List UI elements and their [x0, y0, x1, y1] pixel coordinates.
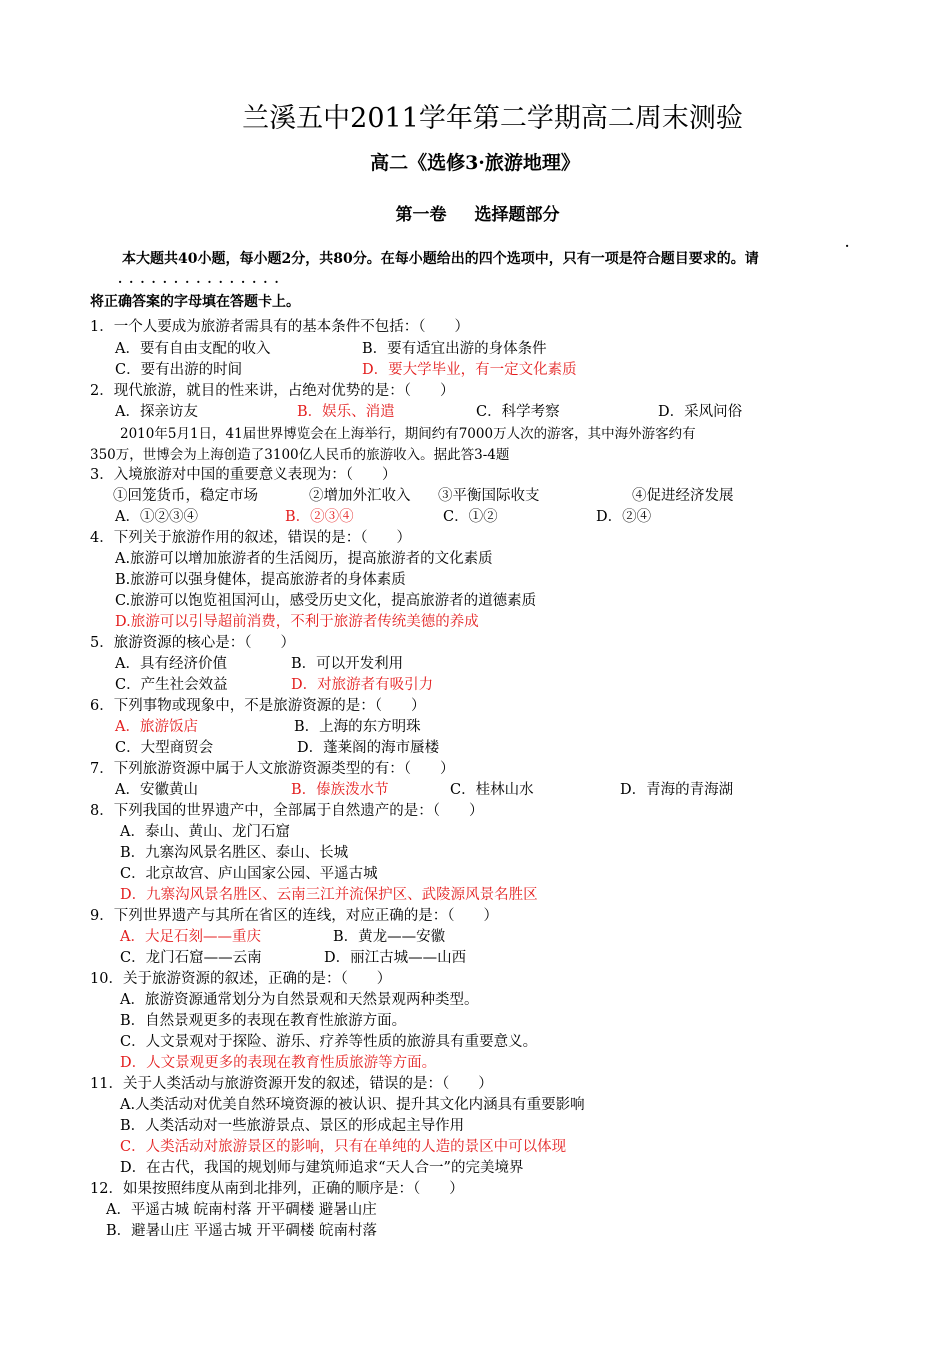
section-part: 第一卷	[395, 205, 447, 225]
question-5-option-b: B．可以开发利用	[291, 656, 404, 672]
passage-line-1: 2010年5月1日，41届世界博览会在上海举行，期间约有7000万人次的游客，其中海外游客约有	[120, 426, 696, 442]
question-12-option-b: B．避暑山庄 平遥古城 开平碉楼 皖南村落	[106, 1223, 377, 1239]
question-9-option-d: D．丽江古城——山西	[324, 950, 467, 966]
question-11-option-a: A.人类活动对优美自然环境资源的被认识、提升其文化内涵具有重要影响	[120, 1097, 585, 1113]
question-6-stem: 6．下列事物或现象中，不是旅游资源的是：（ ）	[90, 698, 426, 714]
question-10-option-c: C．人文景观对于探险、游乐、疗养等性质的旅游具有重要意义。	[120, 1034, 538, 1050]
question-5-option-c: C．产生社会效益	[115, 677, 228, 693]
question-4-option-a: A.旅游可以增加旅游者的生活阅历，提高旅游者的文化素质	[115, 551, 493, 567]
question-2-option-a: A．探亲访友	[115, 404, 198, 420]
question-2-stem: 2．现代旅游，就目的性来讲，占绝对优势的是：（ ）	[90, 383, 455, 399]
question-3-stem: 3．入境旅游对中国的重要意义表现为：（ ）	[90, 467, 397, 483]
question-8-stem: 8．下列我国的世界遗产中，全部属于自然遗产的是：（ ）	[90, 803, 484, 819]
question-1-option-b: B．要有适宜出游的身体条件	[362, 341, 547, 357]
question-7-option-c: C．桂林山水	[450, 782, 534, 798]
question-4-stem: 4．下列关于旅游作用的叙述，错误的是：（ ）	[90, 530, 411, 546]
question-7-option-b: B．傣族泼水节	[291, 782, 389, 798]
question-2-option-c: C．科学考察	[476, 404, 560, 420]
question-7-option-a: A．安徽黄山	[115, 782, 198, 798]
exam-title: 兰溪五中2011学年第二学期高二周末测验	[242, 103, 743, 134]
question-3-statement-4: ④促进经济发展	[632, 488, 734, 504]
question-3-option-c: C．①②	[443, 509, 498, 525]
exam-subtitle: 高二《选修3·旅游地理》	[370, 152, 580, 174]
question-8-option-c: C．北京故宫、庐山国家公园、平遥古城	[120, 866, 378, 882]
emphasis-dot: .	[845, 236, 850, 250]
question-3-option-b: B．②③④	[285, 509, 354, 525]
question-5-stem: 5．旅游资源的核心是：（ ）	[90, 635, 295, 651]
question-9-stem: 9．下列世界遗产与其所在省区的连线，对应正确的是：（ ）	[90, 908, 498, 924]
question-11-option-c: C．人类活动对旅游景区的影响，只有在单纯的人造的景区中可以体现	[120, 1139, 567, 1155]
question-12-stem: 12．如果按照纬度从南到北排列，正确的顺序是：（ ）	[90, 1181, 464, 1197]
question-4-option-c: C.旅游可以饱览祖国河山，感受历史文化，提高旅游者的道德素质	[115, 593, 537, 609]
instructions-line-2: 将正确答案的字母填在答题卡上。	[90, 294, 300, 310]
question-9-option-a: A．大足石刻——重庆	[120, 929, 261, 945]
question-9-option-c: C．龙门石窟——云南	[120, 950, 262, 966]
question-10-stem: 10．关于旅游资源的叙述，正确的是：（ ）	[90, 971, 392, 987]
question-11-option-d: D．在古代，我国的规划师与建筑师追求“天人合一”的完美境界	[120, 1160, 524, 1176]
question-3-option-d: D．②④	[596, 509, 652, 525]
question-6-option-b: B．上海的东方明珠	[294, 719, 421, 735]
question-8-option-b: B．九寨沟风景名胜区、泰山、长城	[120, 845, 349, 861]
question-1-option-a: A．要有自由支配的收入	[115, 341, 271, 357]
question-3-option-a: A．①②③④	[115, 509, 198, 525]
question-7-stem: 7．下列旅游资源中属于人文旅游资源类型的有：（ ）	[90, 761, 455, 777]
question-6-option-d: D．蓬莱阁的海市蜃楼	[297, 740, 440, 756]
question-1-option-d: D．要大学毕业，有一定文化素质	[362, 362, 577, 378]
section-heading	[0, 203, 950, 227]
question-10-option-d: D．人文景观更多的表现在教育性质旅游等方面。	[120, 1055, 437, 1071]
emphasis-dots: ...............	[118, 272, 286, 286]
question-10-option-b: B．自然景观更多的表现在教育性旅游方面。	[120, 1013, 407, 1029]
question-9-option-b: B．黄龙——安徽	[333, 929, 446, 945]
question-8-option-d: D．九寨沟风景名胜区、云南三江并流保护区、武陵源风景名胜区	[120, 887, 538, 903]
question-4-option-d: D.旅游可以引导超前消费，不利于旅游者传统美德的养成	[115, 614, 479, 630]
question-1-option-c: C．要有出游的时间	[115, 362, 243, 378]
question-4-option-b: B.旅游可以强身健体，提高旅游者的身体素质	[115, 572, 406, 588]
question-2-option-b: B．娱乐、消遣	[297, 404, 395, 420]
question-6-option-c: C．大型商贸会	[115, 740, 214, 756]
question-3-statement-2: ②增加外汇收入	[309, 488, 411, 504]
question-5-option-a: A．具有经济价值	[115, 656, 227, 672]
instructions-line-1: 本大题共40小题，每小题2分，共80分。在每小题给出的四个选项中，只有一项是符合题目要求的。请	[122, 251, 759, 267]
question-10-option-a: A．旅游资源通常划分为自然景观和天然景观两种类型。	[120, 992, 479, 1008]
question-7-option-d: D．青海的青海湖	[620, 782, 734, 798]
question-8-option-a: A．泰山、黄山、龙门石窟	[120, 824, 290, 840]
question-12-option-a: A．平遥古城 皖南村落 开平碉楼 避暑山庄	[106, 1202, 377, 1218]
question-11-stem: 11．关于人类活动与旅游资源开发的叙述，错误的是：（ ）	[90, 1076, 493, 1092]
question-11-option-b: B．人类活动对一些旅游景点、景区的形成起主导作用	[120, 1118, 465, 1134]
question-3-statement-1: ①回笼货币，稳定市场	[113, 488, 258, 504]
question-1-stem: 1．一个人要成为旅游者需具有的基本条件不包括：（ ）	[90, 319, 469, 335]
passage-line-2: 350万，世博会为上海创造了3100亿人民币的旅游收入。据此答3-4题	[90, 447, 510, 463]
section-name: 选择题部分	[474, 205, 560, 225]
question-2-option-d: D．采风问俗	[658, 404, 743, 420]
question-6-option-a: A．旅游饭店	[115, 719, 198, 735]
question-5-option-d: D．对旅游者有吸引力	[291, 677, 434, 693]
question-3-statement-3: ③平衡国际收支	[438, 488, 540, 504]
